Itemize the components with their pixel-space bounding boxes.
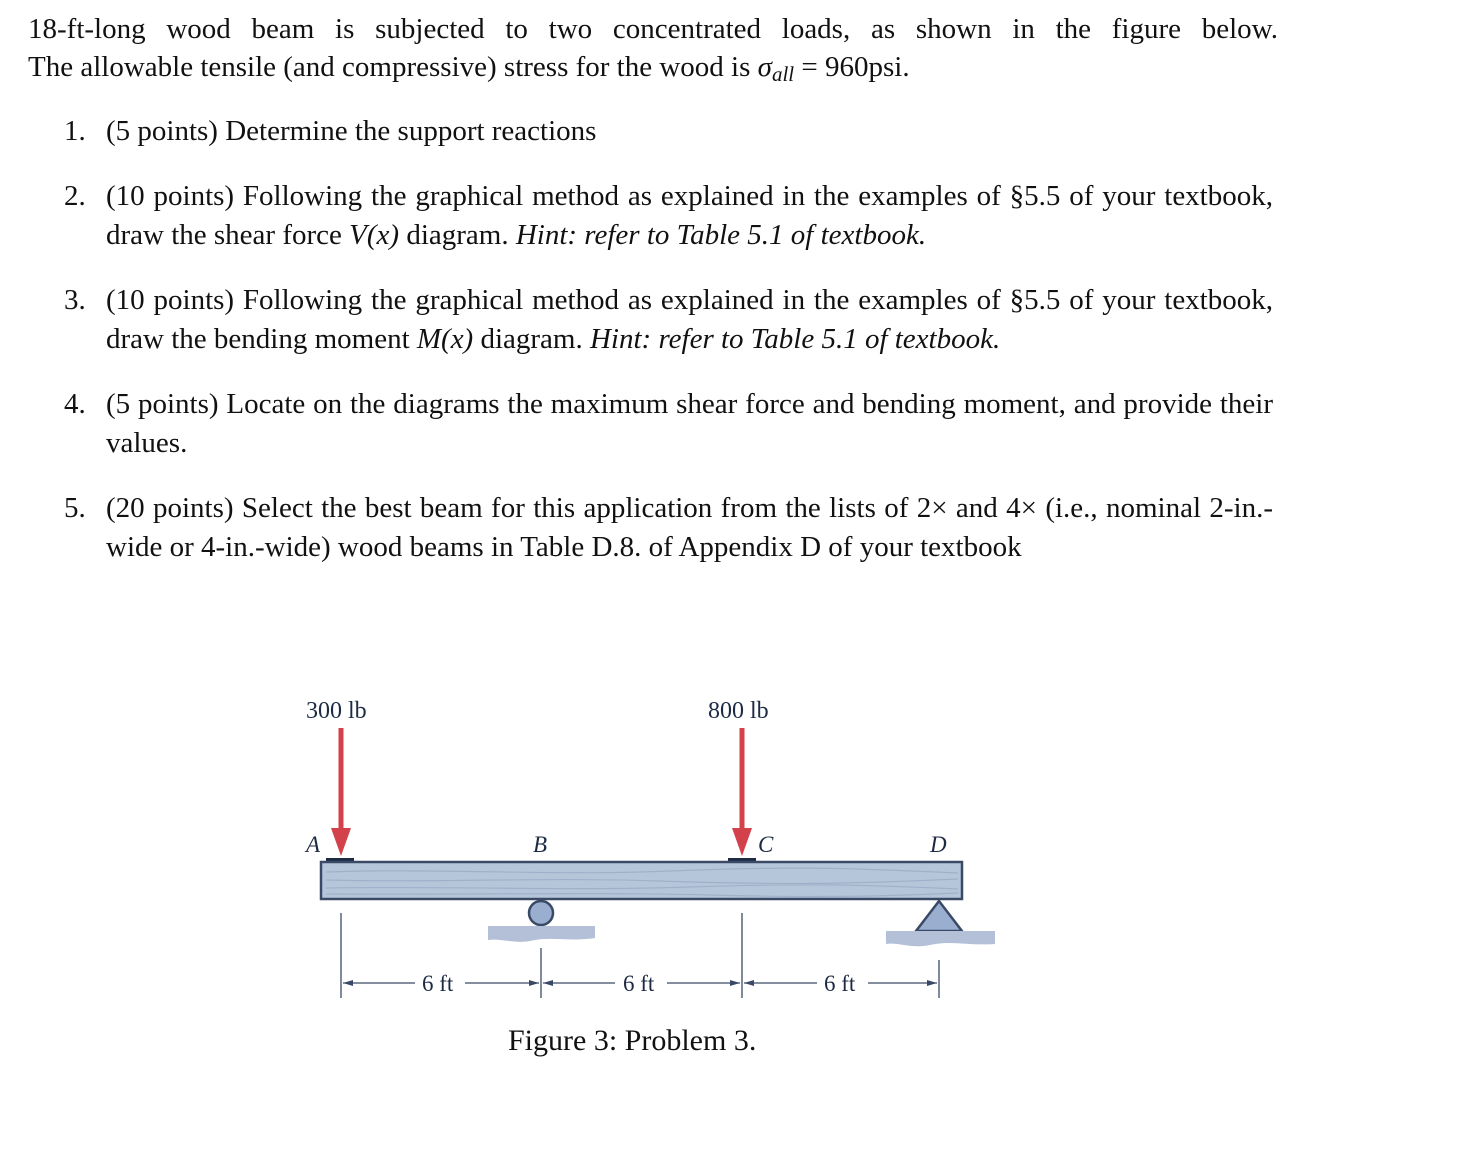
question-number: 1. [64, 115, 86, 147]
problem-intro [28, 10, 1278, 93]
load-label-800: 800 lb [708, 698, 769, 724]
question-text: (10 points) Following the graphical method as explained in the examples of §5.5 of your textbook, draw the bending moment [106, 284, 1273, 355]
question-2 [60, 177, 1273, 255]
question-text: (20 points) Select the best beam for this application from the lists of 2× and 4× (i.e., nominal 2-in.-wide or 4-in.-wide) wood beams in Table D.8. of Appendix D of your textbook [106, 492, 1273, 563]
question-3 [60, 281, 1273, 359]
intro-line-2-text: The allowable tensile (and compressive) stress for the wood is [28, 51, 751, 83]
question-number: 4. [64, 388, 86, 420]
question-number: 2. [64, 180, 86, 212]
question-hint: Hint: refer to Table 5.1 of textbook. [589, 323, 1001, 355]
dimension-label-3: 6 ft [824, 971, 856, 996]
shear-function: V(x) [349, 219, 400, 251]
point-label-b: B [533, 832, 548, 857]
question-4 [60, 385, 1273, 463]
load-arrow-left [331, 728, 351, 856]
intro-line-2 [28, 48, 1278, 93]
beam-figure [290, 680, 1010, 1020]
point-label-a: A [306, 832, 321, 857]
pin-support-d [886, 901, 995, 946]
question-list [60, 112, 1273, 567]
question-number: 3. [64, 284, 86, 316]
sigma-symbol: σ [757, 51, 772, 83]
figure-caption: Figure 3: Problem 3. [508, 1024, 757, 1057]
load-arrow-right [732, 728, 752, 856]
point-label-d: D [930, 832, 947, 857]
intro-line-1: 18-ft-long wood beam is subjected to two concentrated loads, as shown in the figure below. [28, 13, 1278, 45]
roller-support-b [488, 901, 595, 942]
question-hint: Hint: refer to Table 5.1 of textbook. [515, 219, 927, 251]
dimension-label-1: 6 ft [422, 971, 454, 996]
moment-function: M(x) [416, 323, 474, 355]
question-text: (10 points) Following the graphical method as explained in the examples of §5.5 of your textbook, draw the shear force [106, 180, 1273, 251]
sigma-subscript: all [771, 62, 795, 86]
question-5 [60, 489, 1273, 567]
question-number: 5. [64, 492, 86, 524]
allowable-stress-value: = 960psi. [794, 51, 910, 83]
question-text-after: diagram. [399, 219, 516, 251]
question-text: (5 points) Determine the support reactions [106, 115, 597, 147]
question-text-after: diagram. [473, 323, 590, 355]
load-label-300: 300 lb [306, 698, 367, 724]
point-label-c: C [758, 832, 774, 857]
question-1 [60, 112, 1273, 151]
dimension-label-2: 6 ft [623, 971, 655, 996]
wood-beam [321, 862, 962, 899]
question-text: (5 points) Locate on the diagrams the maximum shear force and bending moment, and provide their values. [106, 388, 1273, 459]
